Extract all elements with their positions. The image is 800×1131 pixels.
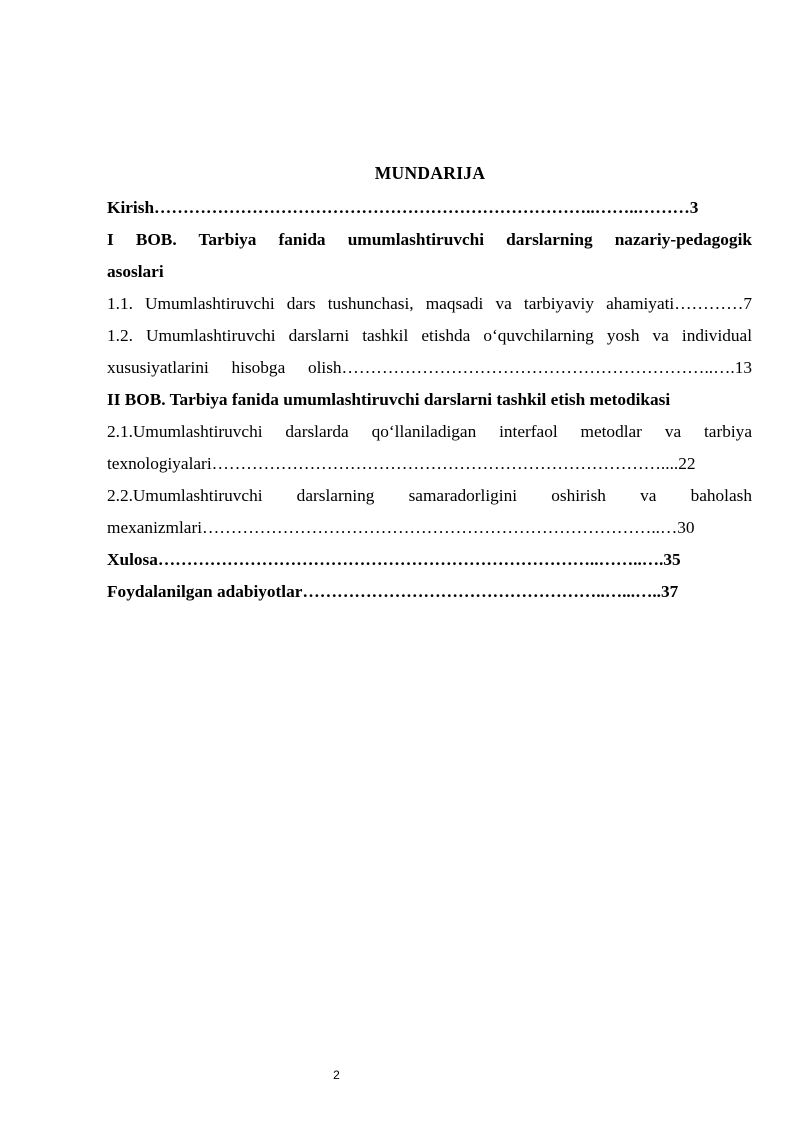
toc-entry-introduction: Kirish…………………………………………………………………..……..………3 <box>107 198 699 217</box>
toc-entry-chapter-1-line2: asoslari <box>107 262 164 281</box>
toc-entry-chapter-1-line1: I BOB. Tarbiya fanida umumlashtiruvchi darslarning nazariy-pedagogik <box>107 230 752 249</box>
toc-entry-section-2-2-line2: mexanizmlari……………………………………………………………………..…30 <box>107 518 695 537</box>
toc-entry-section-2-2-line1: 2.2.Umumlashtiruvchi darslarning samaradorligini oshirish va baholash <box>107 486 752 505</box>
toc-entry-references: Foydalanilgan adabiyotlar……………………………………………..…...…..37 <box>107 582 679 601</box>
toc-entry-section-1-2-line1: 1.2. Umumlashtiruvchi darslarni tashkil etishda oʻquvchilarning yosh va individual <box>107 326 752 345</box>
toc-title: MUNDARIJA <box>374 163 486 183</box>
toc-entry-chapter-2: II BOB. Tarbiya fanida umumlashtiruvchi darslarni tashkil etish metodikasi <box>107 390 671 409</box>
table-of-contents <box>107 192 752 608</box>
toc-entry-section-1-2-line2: xususiyatlarini hisobga olish………………………………………………………..….13 <box>107 358 752 377</box>
page-number: 2 <box>333 1068 340 1082</box>
toc-entry-section-2-1-line1: 2.1.Umumlashtiruvchi darslarda qoʻllaniladigan interfaol metodlar va tarbiya <box>107 422 752 441</box>
toc-entry-section-1-1: 1.1. Umumlashtiruvchi dars tushunchasi, maqsadi va tarbiyaviy ahamiyati…………7 <box>107 294 752 313</box>
toc-entry-section-2-1-line2: texnologiyalari……………………………………………………………………....22 <box>107 454 696 473</box>
toc-entry-conclusion: Xulosa…………………………………………………………………..……..….35 <box>107 550 681 569</box>
